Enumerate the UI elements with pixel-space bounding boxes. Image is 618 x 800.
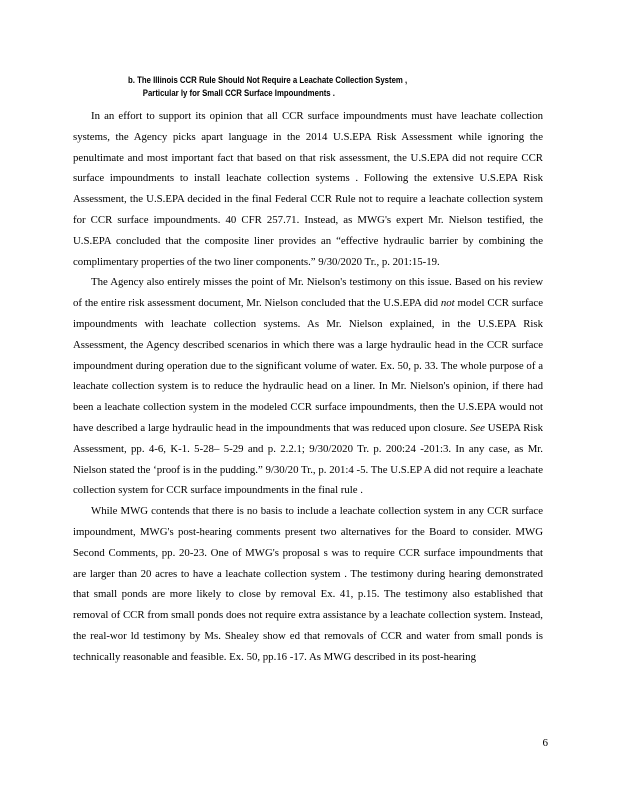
section-heading xyxy=(128,74,472,100)
paragraph-2-part-3: USEPA Risk Assessment, pp. 4-6, K-1. 5-28– 5-29 and p. 2.2.1; 9/30/2020 Tr. p. 200:24 -201:3. In any case, as Mr. Nielson stated the ‘proof is in the pudding.” 9/30/20 Tr., p. 201:4 -5. The U.S.EP A did not require a leachate collection system for CCR surface impoundments in the final rule . xyxy=(73,421,543,497)
paragraph-2-part-1: The Agency also entirely misses the point of Mr. Nielson's testimony on this issue. Based on his review of the entire risk assessment document, Mr. Nielson concluded that the U.S.EPA did xyxy=(73,276,543,310)
page-number: 6 xyxy=(542,737,548,749)
paragraph-1: In an effort to support its opinion that all CCR surface impoundments must have leachate collection systems, the Agency picks apart language in the 2014 U.S.EPA Risk Assessment while ignoring the penultimate and most important fact that based on that risk assessment, the U.S.EPA did not require CCR surface impoundments to install leachate collection systems . Following the extensive U.S.EPA Risk Assessment, the U.S.EPA decided in the final Federal CCR Rule not to require a leachate collection system for CCR surface impoundments. 40 CFR 257.71. Instead, as MWG's expert Mr. Nielson testified, the U.S.EPA concluded that the composite liner provides an “effective hydraulic barrier by combining the complimentary properties of the two liner components.” 9/30/2020 Tr., p. 201:15-19. xyxy=(73,110,543,268)
paragraph-2-part-2: model CCR surface impoundments with leachate collection systems. As Mr. Nielson explained, in the U.S.EPA Risk Assessment, the Agency described scenarios in which there was a large hydraulic head in the CCR surface impoundment during operation due to the significant volume of water. Ex. 50, p. 33. The whole purpose of a leachate collection system is to reduce the hydraulic head on a liner. In Mr. Nielson's opinion, if there had been a leachate collection system in the modeled CCR surface impoundments, then the U.S.EPA would not have described a large hydraulic head in the impoundments that was reduced upon closure. xyxy=(73,297,544,434)
paragraph-3: While MWG contends that there is no basis to include a leachate collection system in any CCR surface impoundment, MWG's post-hearing comments present two alternatives for the Board to consider. MWG Second Comments, pp. 20-23. One of MWG's proposal s was to require CCR surface impoundments that are larger than 20 acres to have a leachate collection system . The testimony during hearing demonstrated that small ponds are more likely to close by removal Ex. 41, p.15. The testimony also established that removal of CCR from small ponds does not require extra assistance by a leachate collection system. Instead, the real-wor ld testimony by Ms. Shealey show ed that removals of CCR and water from small ponds is technically reasonable and feasible. Ex. 50, pp.16 -17. As MWG described in its post-hearing xyxy=(73,505,543,663)
paragraph-2 xyxy=(73,272,543,501)
section-heading-line-2: Particular ly for Small CCR Surface Impoundments . xyxy=(142,88,335,99)
section-heading-line-1: b. The Illinois CCR Rule Should Not Require a Leachate Collection System , xyxy=(128,75,408,86)
body-text xyxy=(73,106,543,668)
citation-signal-see: See xyxy=(469,421,485,434)
emphasis-not: not xyxy=(440,297,455,310)
